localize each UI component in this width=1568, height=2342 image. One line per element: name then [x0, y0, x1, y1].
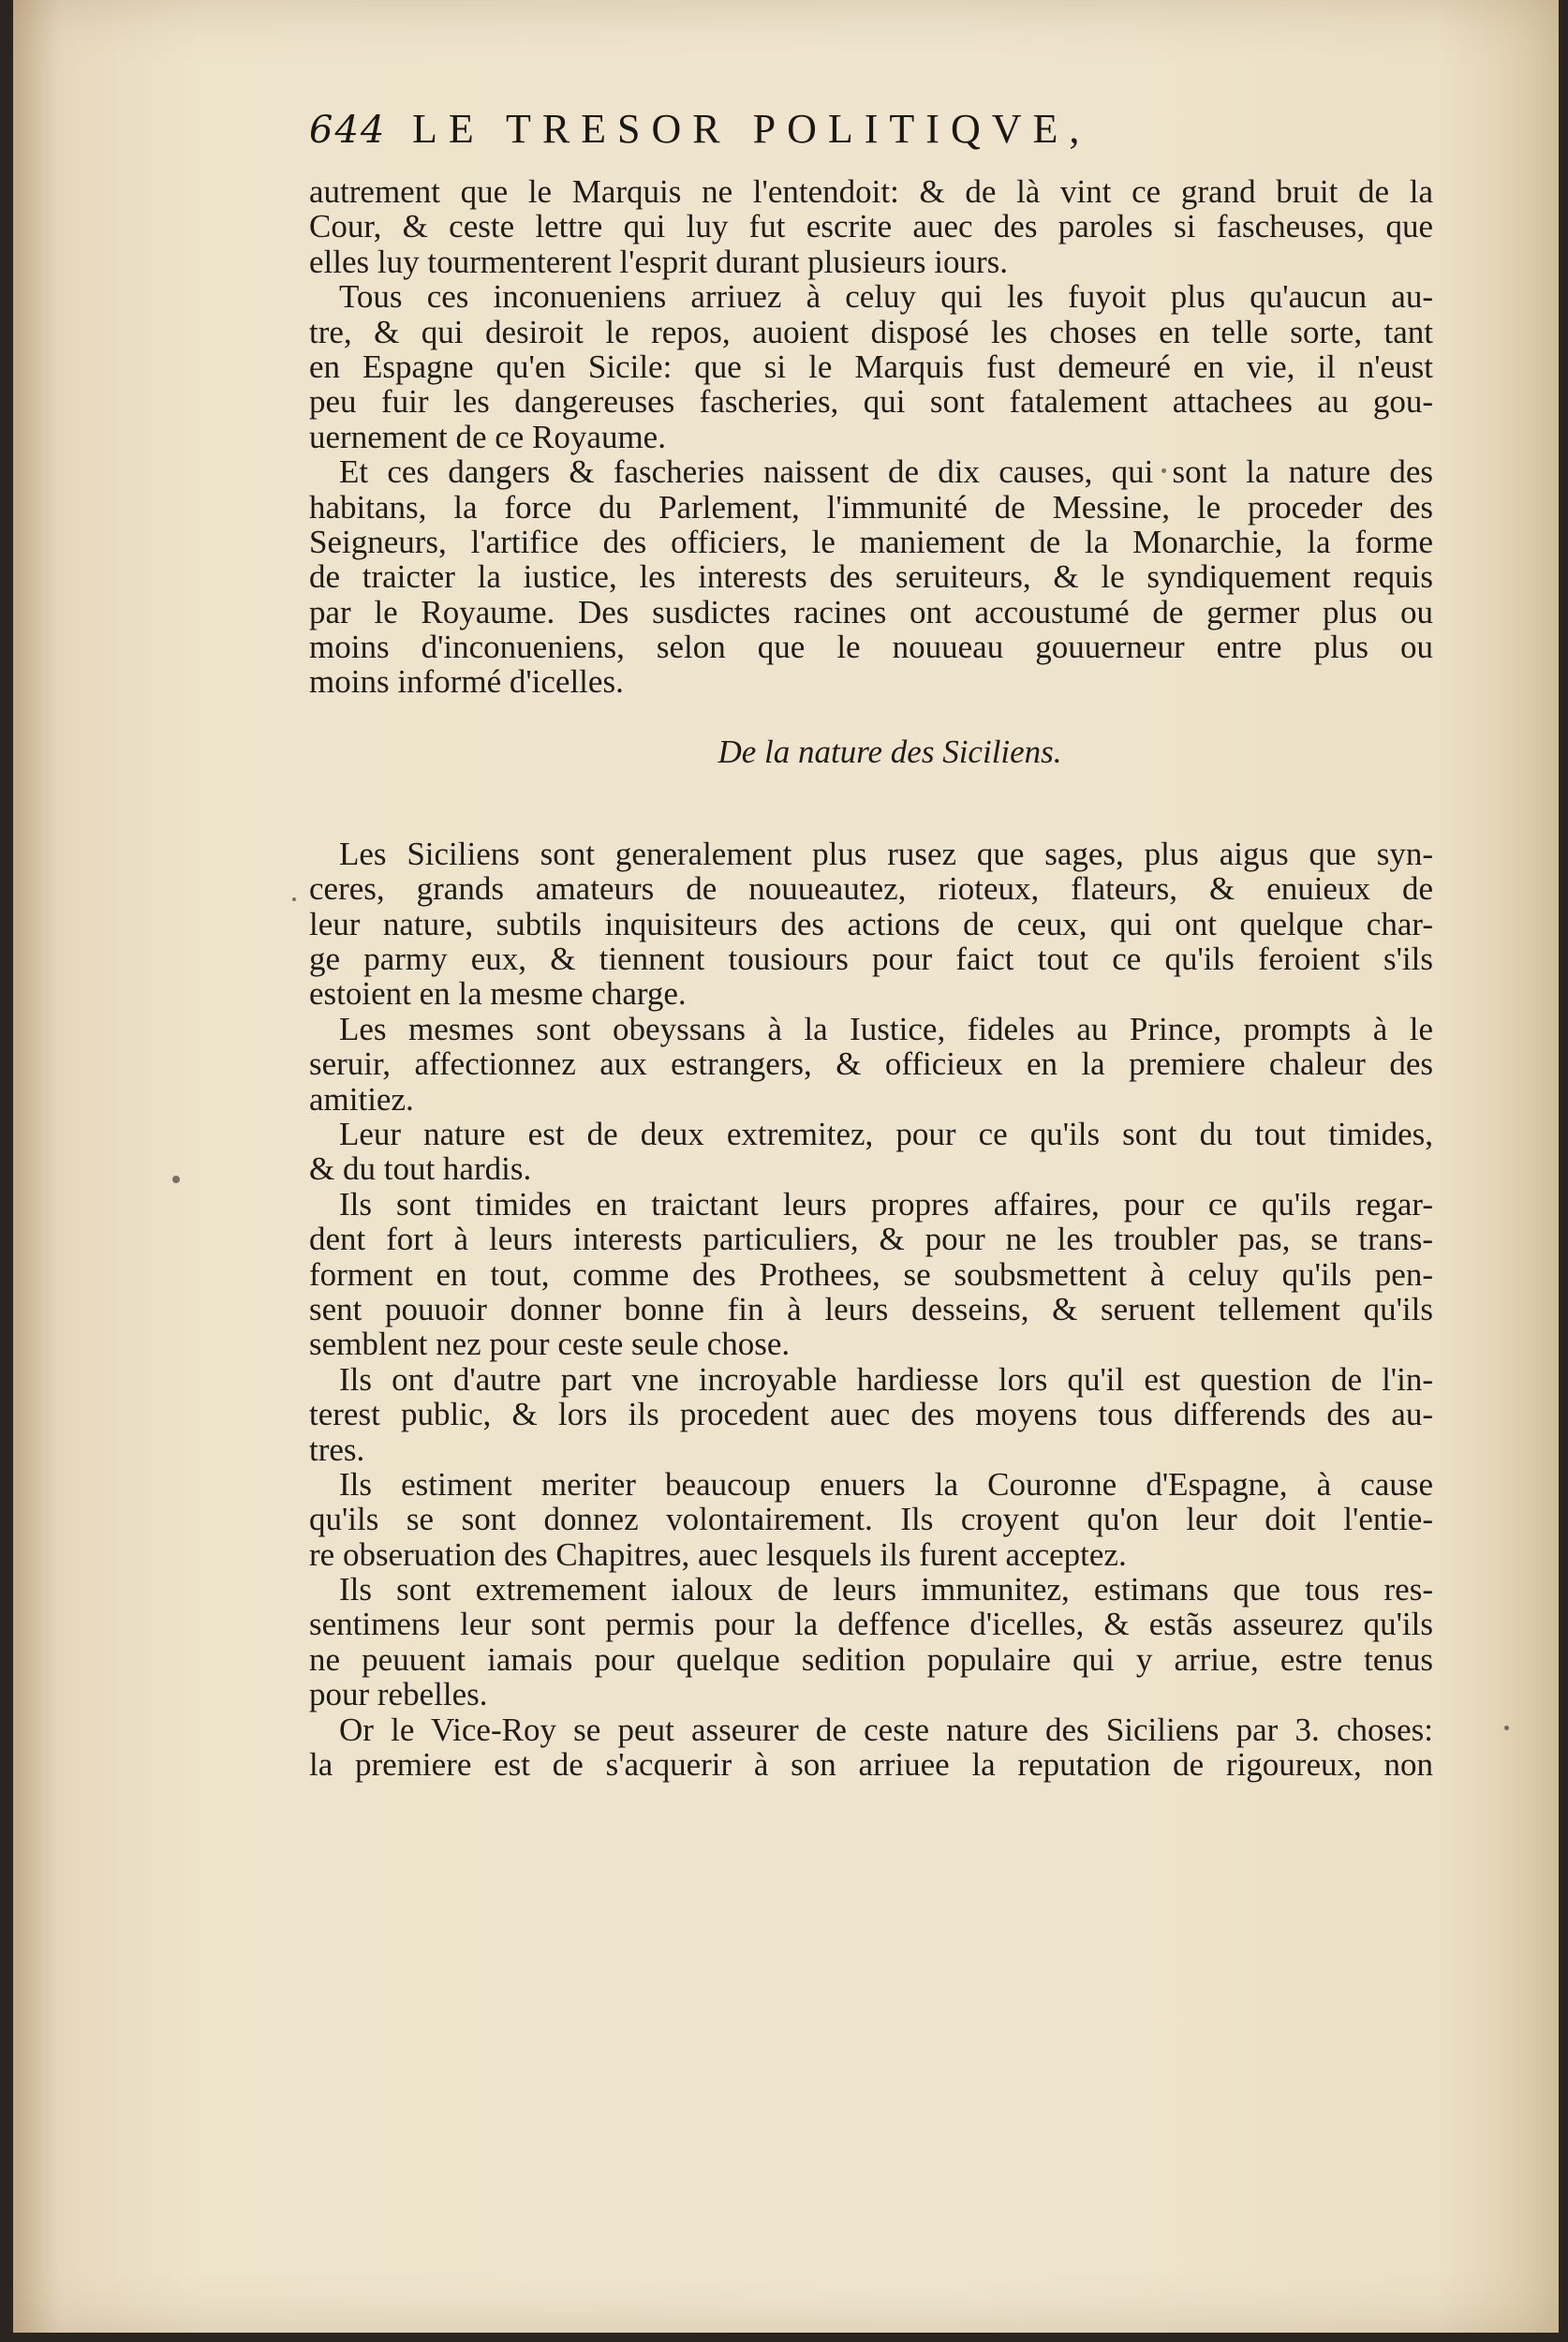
text-line: seruir, affectionnez aux estrangers, & officieux en la premiere chaleur des — [309, 1045, 1433, 1083]
text-line: Ils sont extremement ialoux de leurs immunitez, estimans que tous res- — [339, 1571, 1433, 1608]
text-line: dent fort à leurs interests particuliers, & pour ne les troubler pas, se trans- — [309, 1221, 1433, 1258]
text-line: forment en tout, comme des Prothees, se soubsmettent à celuy qu'ils pen- — [309, 1255, 1433, 1293]
text-line: tre, & qui desiroit le repos, auoient disposé les choses en telle sorte, tant — [309, 313, 1433, 350]
paragraph — [309, 1572, 1433, 1712]
text-line: tres. — [309, 1430, 365, 1468]
text-line: Les Siciliens sont generalement plus rusez que sages, plus aigus que syn- — [339, 835, 1433, 872]
ink-speck — [1504, 1726, 1509, 1730]
page-number: 644 — [309, 109, 387, 152]
paragraph — [309, 279, 1433, 454]
paragraph — [309, 1712, 1433, 1783]
text-line: sent pouuoir donner bonne fin à leurs desseins, & seruent tellement qu'ils — [309, 1290, 1433, 1327]
text-line: & du tout hardis. — [309, 1150, 532, 1188]
running-header — [309, 105, 1433, 174]
text-line: la premiere est de s'acquerir à son arriuee la reputation de rigoureux, non — [309, 1746, 1433, 1784]
text-line: Et ces dangers & fascheries naissent de dix causes, qui sont la nature des — [339, 453, 1433, 491]
text-line: habitans, la force du Parlement, l'immunité de Messine, le proceder des — [309, 488, 1433, 526]
section-heading: De la nature des Siciliens. — [717, 733, 1062, 770]
paragraph — [309, 1467, 1433, 1572]
text-line: moins d'inconueniens, selon que le nouueau gouuerneur entre plus ou — [309, 629, 1433, 666]
paragraph — [309, 1012, 1433, 1117]
running-title: LE TRESOR POLITIQVE, — [412, 106, 1091, 152]
paragraph — [309, 1187, 1433, 1362]
text-line: estoient en la mesme charge. — [309, 975, 687, 1013]
text-line: Leur nature est de deux extremitez, pour ce qu'ils sont du tout timides, — [339, 1115, 1433, 1152]
text-line: Tous ces inconueniens arriuez à celuy qui les fuyoit plus qu'aucun au- — [339, 278, 1433, 316]
text-line: Or le Vice-Roy se peut asseurer de ceste nature des Siciliens par 3. choses: — [339, 1711, 1433, 1748]
text-line: en Espagne qu'en Sicile: que si le Marquis fust demeuré en vie, il n'eust — [309, 348, 1433, 385]
text-line: moins informé d'icelles. — [309, 663, 624, 701]
text-line: Ils estiment meriter beaucoup enuers la Couronne d'Espagne, à cause — [339, 1465, 1433, 1503]
text-line: leur nature, subtils inquisiteurs des actions de ceux, qui ont quelque char- — [309, 905, 1433, 942]
paragraph — [309, 1362, 1433, 1467]
text-line: ceres, grands amateurs de nouueautez, rioteux, flateurs, & enuieux de — [309, 870, 1433, 908]
paragraph — [309, 454, 1433, 700]
text-line: peu fuir les dangereuses fascheries, qui sont fatalement attachees au gou- — [309, 383, 1433, 421]
page-text — [309, 105, 1433, 1782]
text-line: re obseruation des Chapitres, auec lesquels ils furent acceptez. — [309, 1535, 1127, 1573]
text-line: Ils ont d'autre part vne incroyable hardiesse lors qu'il est question de l'in- — [339, 1360, 1433, 1398]
text-line: ge parmy eux, & tiennent tousiours pour faict tout ce qu'ils feroient s'ils — [309, 941, 1433, 978]
text-line: Seigneurs, l'artifice des officiers, le maniement de la Monarchie, la forme — [309, 523, 1433, 560]
text-line: de traicter la iustice, les interests des seruiteurs, & le syndiquement requis — [309, 558, 1433, 596]
text-line: ne peuuent iamais pour quelque sedition populaire qui y arriue, estre tenus — [309, 1640, 1433, 1678]
paragraph — [309, 837, 1433, 1012]
ink-speck — [292, 897, 296, 901]
text-line: Cour, & ceste lettre qui luy fut escrite auec des paroles si fascheuses, que — [309, 208, 1433, 245]
text-line: par le Royaume. Des susdictes racines ont accoustumé de germer plus ou — [309, 593, 1433, 630]
text-line: autrement que le Marquis ne l'entendoit: & de là vint ce grand bruit de la — [309, 173, 1433, 210]
text-line: Les mesmes sont obeyssans à la Iustice, fideles au Prince, prompts à le — [339, 1010, 1433, 1047]
text-line: semblent nez pour ceste seule chose. — [309, 1326, 791, 1363]
text-line: pour rebelles. — [309, 1676, 488, 1713]
paragraph — [309, 174, 1433, 279]
paragraph — [309, 1117, 1433, 1187]
text-line: terest public, & lors ils procedent auec des moyens tous differends des au- — [309, 1396, 1433, 1433]
text-line: sentimens leur sont permis pour la deffence d'icelles, & estãs asseurez qu'ils — [309, 1606, 1433, 1643]
ink-speck — [172, 1176, 180, 1183]
text-line: elles luy tourmenterent l'esprit durant plusieurs iours. — [309, 243, 1009, 280]
text-line: amitiez. — [309, 1080, 414, 1118]
text-line: Ils sont timides en traictant leurs propres affaires, pour ce qu'ils regar- — [339, 1185, 1433, 1223]
text-line: uernement de ce Royaume. — [309, 418, 666, 455]
text-line: qu'ils se sont donnez volontairement. Ils croyent qu'on leur doit l'entie- — [309, 1501, 1433, 1538]
